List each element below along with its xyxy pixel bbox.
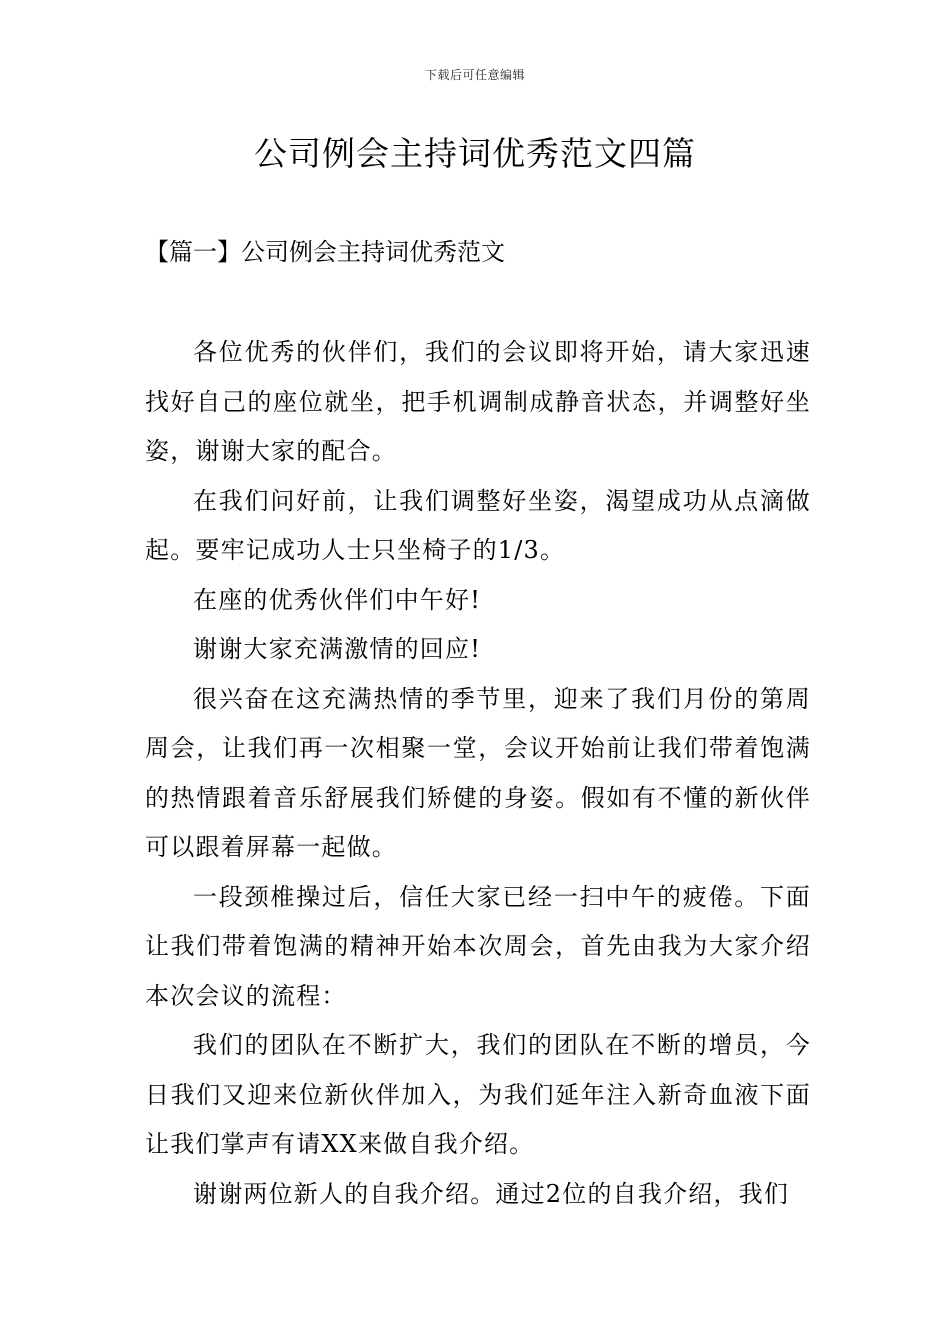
paragraph: 各位优秀的伙伴们，我们的会议即将开始，请大家迅速找好自己的座位就坐，把手机调制成静音状态，并调整好坐姿，谢谢大家的配合。 xyxy=(145,338,811,465)
paragraph: 我们的团队在不断扩大，我们的团队在不断的增员，今日我们又迎来位新伙伴加入，为我们延年注入新奇血液下面让我们掌声有请XX来做自我介绍。 xyxy=(145,1031,811,1158)
paragraph: 在我们问好前，让我们调整好坐姿，渴望成功从点滴做起。要牢记成功人士只坐椅子的1/3。 xyxy=(145,486,811,564)
paragraph: 在座的优秀伙伴们中午好! xyxy=(193,585,482,614)
section-heading: 【篇一】公司例会主持词优秀范文 xyxy=(145,238,505,266)
header-note: 下载后可任意编辑 xyxy=(424,68,525,82)
paragraph: 一段颈椎操过后，信任大家已经一扫中午的疲倦。下面让我们带着饱满的精神开始本次周会，首先由我为大家介绍本次会议的流程： xyxy=(145,882,811,1010)
paragraph: 谢谢两位新人的自我介绍。通过2位的自我介绍，我们 xyxy=(193,1179,790,1208)
document-body xyxy=(145,328,811,1219)
document-title: 公司例会主持词优秀范文四篇 xyxy=(254,134,696,173)
paragraph: 很兴奋在这充满热情的季节里，迎来了我们月份的第周周会，让我们再一次相聚一堂，会议开始前让我们带着饱满的热情跟着音乐舒展我们矫健的身姿。假如有不懂的新伙伴可以跟着屏幕一起做。 xyxy=(145,684,811,861)
paragraph: 谢谢大家充满激情的回应! xyxy=(193,635,482,663)
